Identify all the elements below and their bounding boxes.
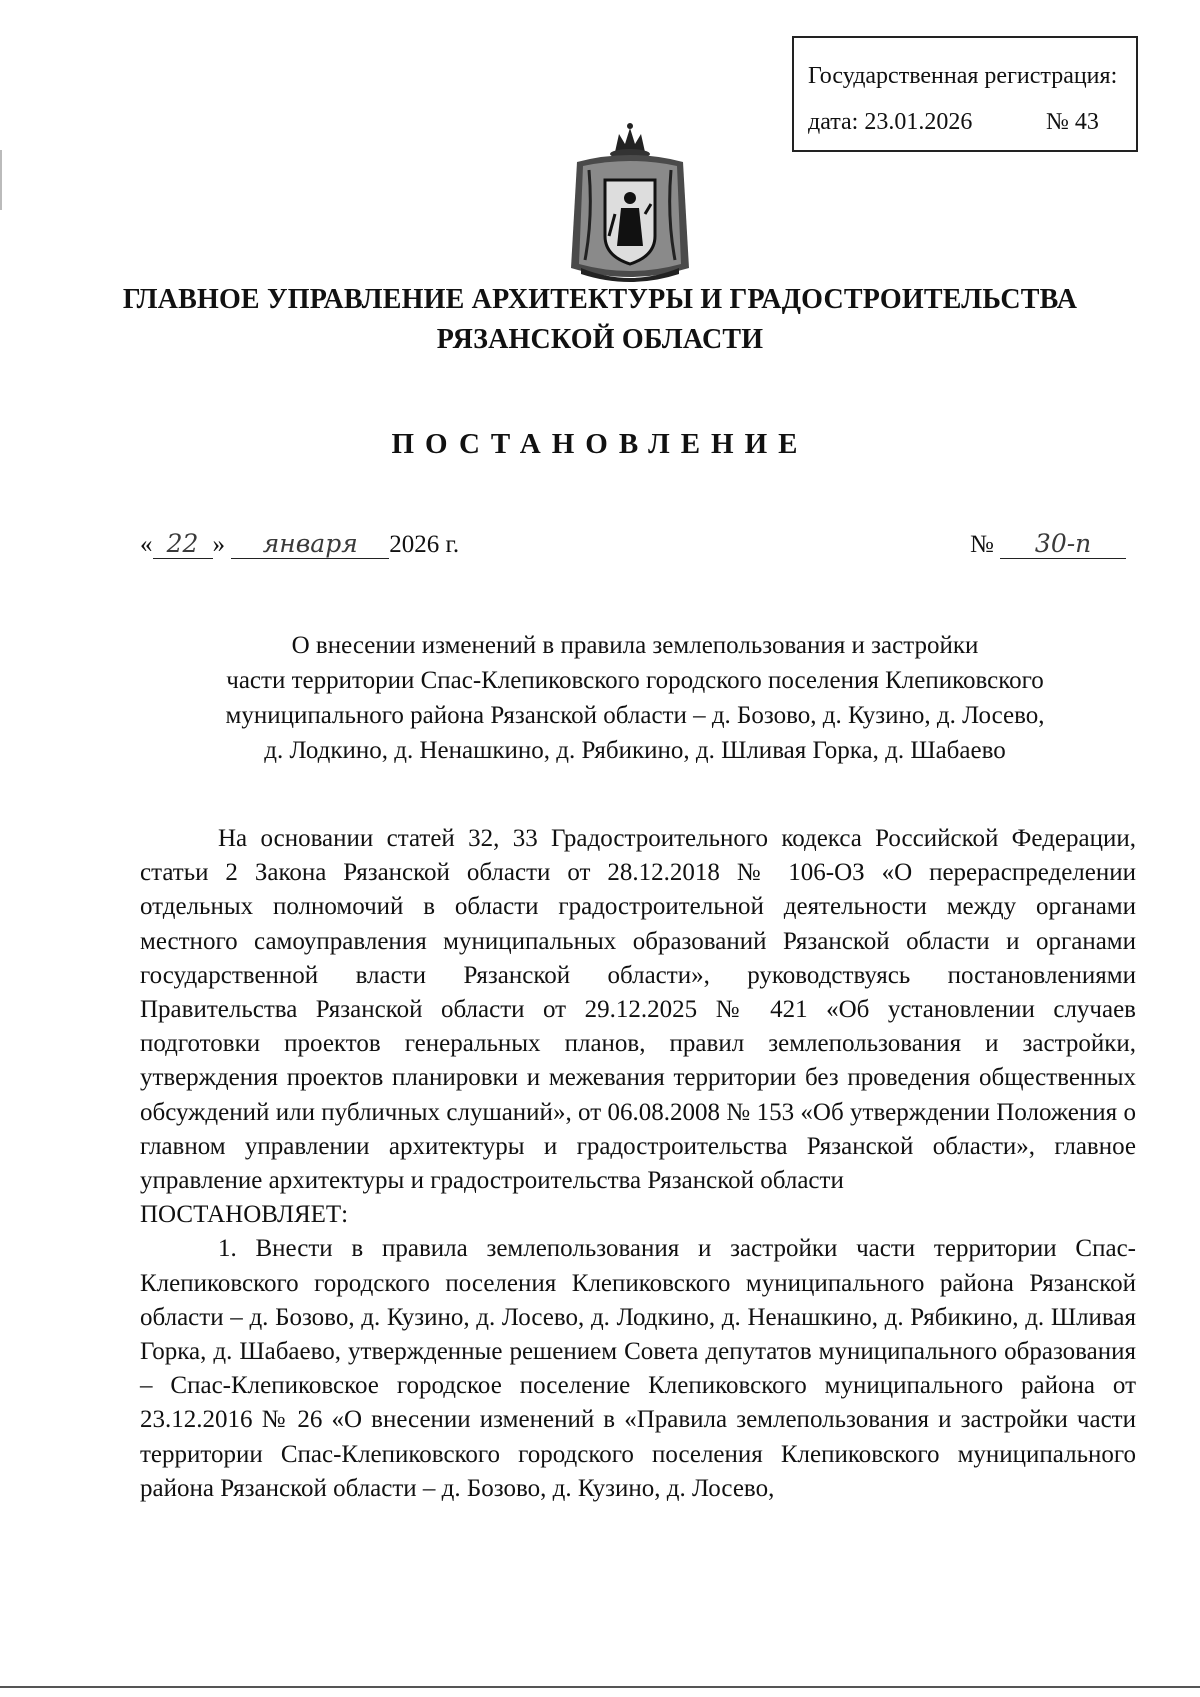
date-close-quote: » — [212, 531, 225, 558]
ryazan-coat-of-arms-icon — [563, 118, 697, 288]
authority-line-2: РЯЗАНСКОЙ ОБЛАСТИ — [436, 324, 764, 355]
number-prefix: № — [970, 531, 994, 558]
date-day-handwritten: 22 — [153, 530, 213, 559]
number-handwritten: 30-п — [1000, 530, 1126, 559]
date-month-handwritten: января — [231, 530, 389, 559]
page-bottom-rule — [0, 1686, 1200, 1688]
subject-line-2: части территории Спас-Клепиковского городского поселения Клепиковского — [226, 667, 1044, 694]
preamble-paragraph — [140, 822, 1136, 1232]
document-type-heading: ПОСТАНОВЛЕНИЕ — [391, 428, 809, 460]
registration-number: № 43 — [1046, 109, 1099, 135]
document-body — [140, 822, 1136, 1506]
registration-stamp — [792, 36, 1138, 152]
scan-edge-mark — [0, 150, 2, 210]
date-open-quote: « — [140, 531, 153, 558]
document-date — [140, 530, 459, 559]
decree-word: ПОСТАНОВЛЯЕТ: — [140, 1201, 349, 1229]
registration-title: Государственная регистрация: — [808, 63, 1118, 89]
registration-date: дата: 23.01.2026 — [808, 109, 973, 135]
document-subject — [140, 628, 1130, 768]
date-year: 2026 г. — [389, 531, 460, 558]
preamble-text: На основании статей 32, 33 Градостроительного кодекса Российской Федерации, статьи 2 Закона Рязанской области от 28.12.2018 № 106-ОЗ «О перераспределении отдельных полномочий в области градостроительной деятельности между органами местного самоуправления муниципальных образований Рязанской области и органами государственной власти Рязанской области», руководствуясь постановлениями Правительства Рязанской области от 29.12.2025 № 421 «Об установлении случаев подготовки проектов генеральных планов, правил землепользования и застройки, утверждения проектов планировки и межевания территории без проведения общественных обсуждений или публичных слушаний», от 06.08.2008 № 153 «Об утверждении Положения о главном управлении архитектуры и градостроительства Рязанской области», главное управление архитектуры и градостроительства Рязанской области — [140, 825, 1136, 1195]
subject-line-4: д. Лодкино, д. Ненашкино, д. Рябикино, д. Шливая Горка, д. Шабаево — [264, 737, 1006, 764]
issuing-authority — [0, 280, 1200, 360]
authority-line-1: ГЛАВНОЕ УПРАВЛЕНИЕ АРХИТЕКТУРЫ И ГРАДОСТРОИТЕЛЬСТВА — [122, 284, 1078, 315]
subject-line-3: муниципального района Рязанской области – д. Бозово, д. Кузино, д. Лосево, — [225, 702, 1045, 729]
document-number — [970, 530, 1126, 559]
subject-line-1: О внесении изменений в правила землепользования и застройки — [291, 632, 979, 659]
item-1-paragraph: 1. Внести в правила землепользования и застройки части территории Спас-Клепиковского городского поселения Клепиковского муниципального района Рязанской области – д. Бозово, д. Кузино, д. Лосево, д. Лодкино, д. Ненашкино, д. Рябикино, д. Шливая Горка, д. Шабаево, утвержденные решением Совета депутатов муниципального образования – Спас-Клепиковское городское поселение Клепиковского муниципального района от 23.12.2016 № 26 «О внесении изменений в «Правила землепользования и застройки части территории Спас-Клепиковского городского поселения Клепиковского муниципального района Рязанской области – д. Бозово, д. Кузино, д. Лосево, — [140, 1235, 1136, 1502]
